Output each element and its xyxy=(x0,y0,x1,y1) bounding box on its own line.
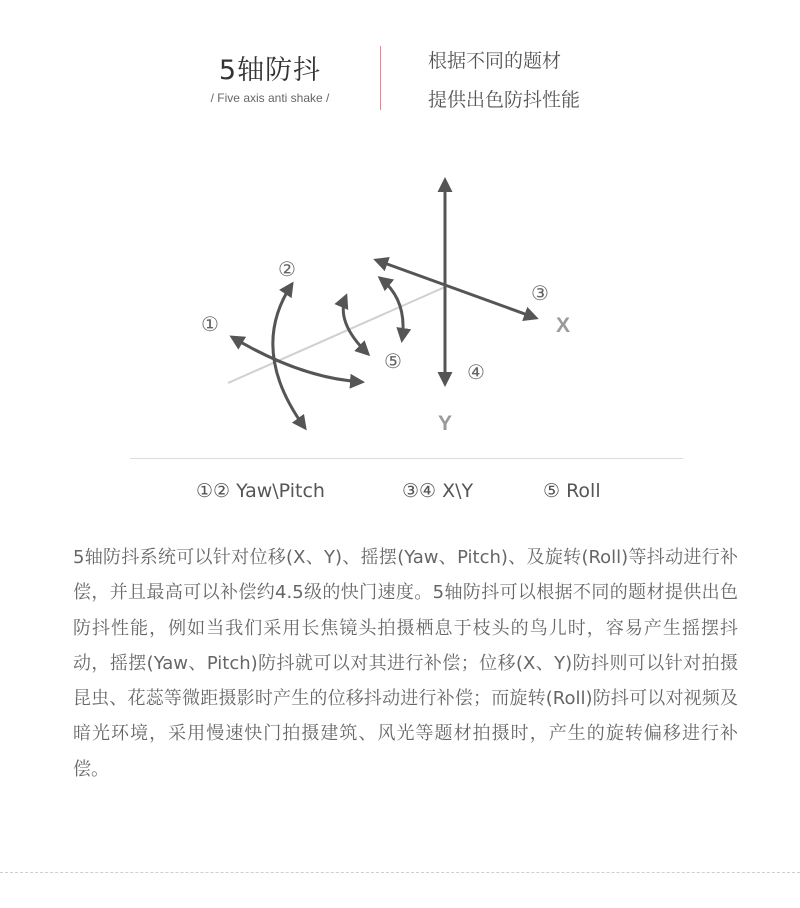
tagline-line-1: 根据不同的题材 xyxy=(428,50,562,72)
optical-axis-line xyxy=(228,287,445,383)
legend-divider xyxy=(130,458,683,459)
legend-roll: ⑤ Roll xyxy=(543,480,601,502)
marker-4: ④ xyxy=(467,360,485,384)
page-title: 5轴防抖 xyxy=(218,55,322,86)
yaw-arrow xyxy=(232,337,362,382)
description-text: 5轴防抖系统可以针对位移(X、Y)、摇摆(Yaw、Pitch)、及旋转(Roll)等抖动进行补偿，并且最高可以补偿约4.5级的快门速度。5轴防抖可以根据不同的题材提供出色防抖性能，例如当我们采用长焦镜头拍摄栖息于枝头的鸟儿时，容易产生摇摆抖动，摇摆(Yaw、Pitch)防抖就可以对其进行补偿；位移(X、Y)防抖则可以针对拍摄昆虫、花蕊等微距摄影时产生的位移抖动进行补偿；而旋转(Roll)防抖可以对视频及暗光环境，采用慢速快门拍摄建筑、风光等题材拍摄时，产生的旋转偏移进行补偿。 xyxy=(73,547,738,780)
marker-5: ⑤ xyxy=(384,349,402,373)
legend-x-y: ③④ X\Y xyxy=(402,480,474,502)
header-divider xyxy=(380,46,381,110)
marker-3: ③ xyxy=(531,281,549,305)
five-axis-diagram xyxy=(0,150,800,450)
roll-arrow-left xyxy=(343,296,368,354)
marker-2: ② xyxy=(278,257,296,281)
page-subtitle: / Five axis anti shake / xyxy=(210,91,330,105)
x-axis-label: X xyxy=(556,314,571,337)
tagline-line-2: 提供出色防抖性能 xyxy=(428,89,581,111)
marker-1: ① xyxy=(201,312,219,336)
bottom-dashed-divider xyxy=(0,872,800,873)
y-axis-label: Y xyxy=(438,412,453,435)
legend-yaw-pitch: ①② Yaw\Pitch xyxy=(196,480,325,502)
roll-arrow-right xyxy=(380,278,403,340)
